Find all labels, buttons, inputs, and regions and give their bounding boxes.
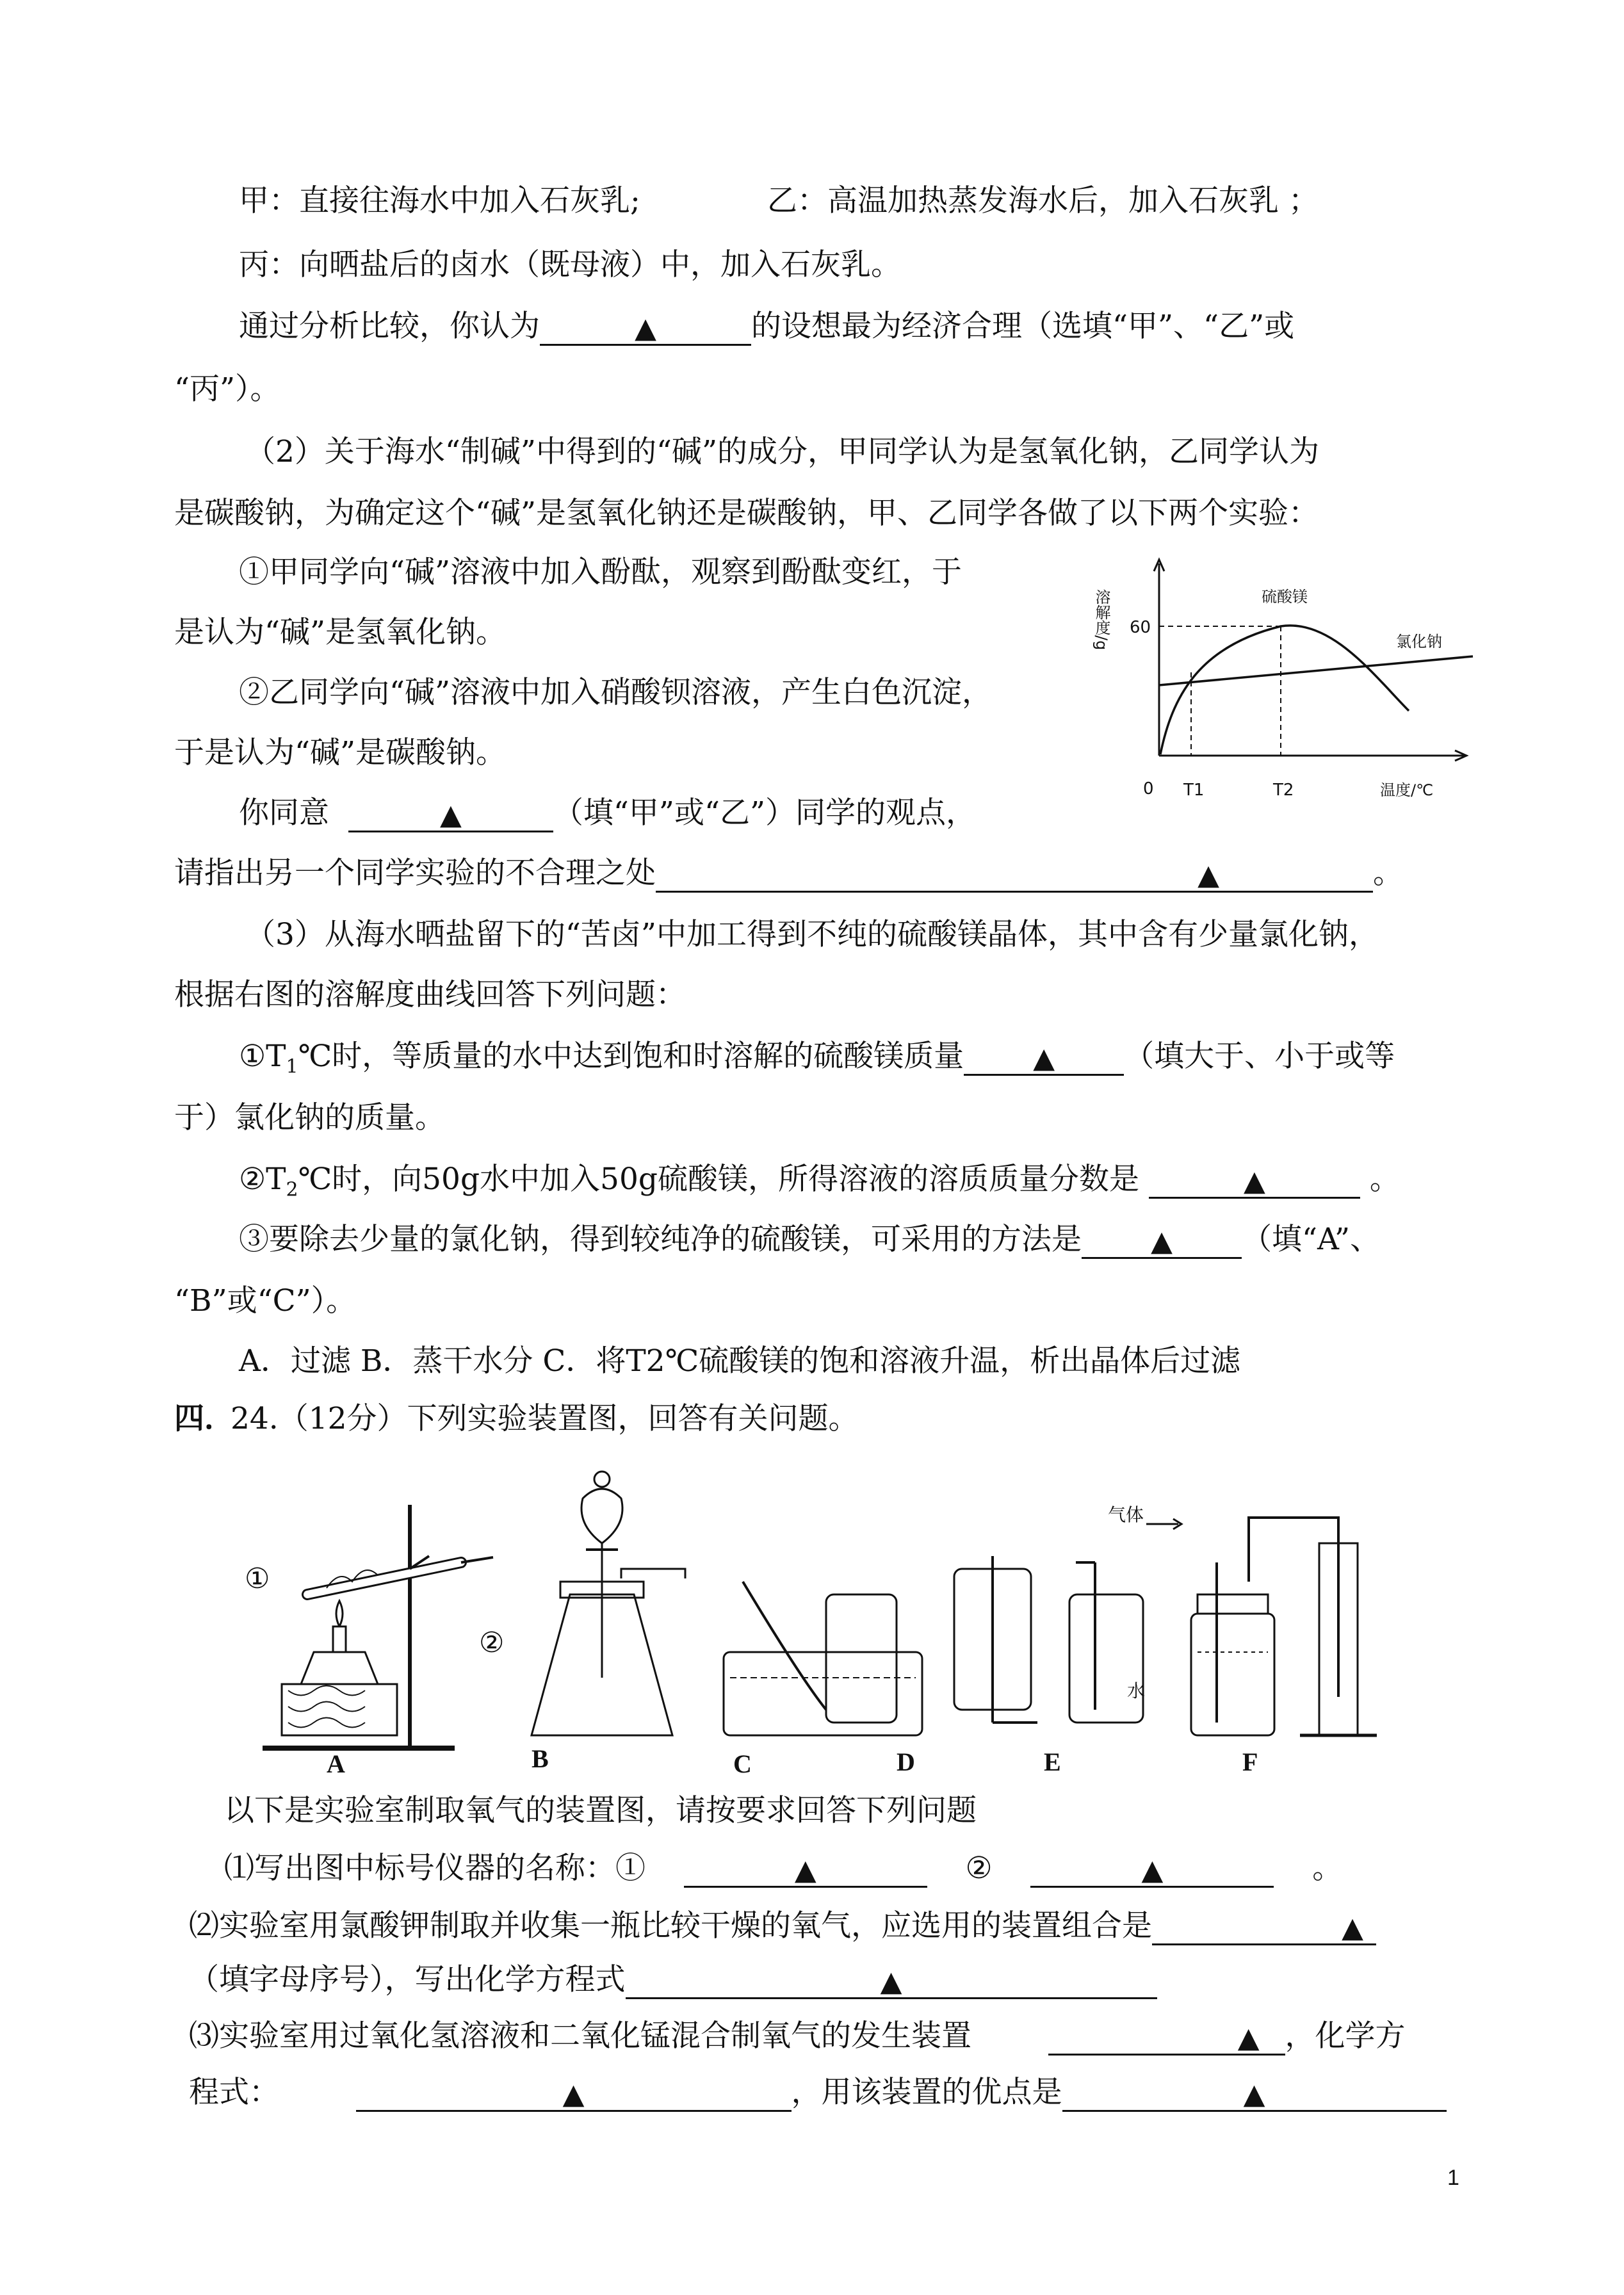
label-f: F	[1242, 1748, 1258, 1774]
marker-1: ①	[245, 1562, 270, 1595]
q24-heading: 24.（12分）下列实验装置图，回答有关问题。	[231, 1401, 859, 1436]
answer-blank[interactable]: ▲	[1048, 2022, 1285, 2056]
label-e: E	[1044, 1748, 1061, 1774]
answer-blank[interactable]: ▲	[626, 1965, 1157, 1999]
q2-line2: 是碳酸钠，为确定这个“碱”是氢氧化钠还是碳酸钠，甲、乙同学各做了以下两个实验：	[174, 496, 1319, 531]
apparatus-figure	[237, 1466, 1377, 1774]
answer-blank[interactable]: ▲	[1082, 1225, 1242, 1259]
answer-blank[interactable]: ▲	[540, 312, 751, 346]
answer-blank[interactable]: ▲	[1030, 1854, 1274, 1888]
separatory-funnel	[581, 1489, 622, 1543]
answer-blank[interactable]: ▲	[1149, 1165, 1360, 1199]
x-tick-t1: T1	[1183, 781, 1205, 800]
flame	[336, 1601, 343, 1626]
agree-line: 你同意 ▲ （填“甲”或“乙”）同学的观点，	[239, 795, 977, 831]
solubility-chart	[1089, 551, 1486, 820]
q24-s3: ⑶实验室用过氧化氢溶液和二氧化锰混合制氧气的发生装置 ▲ ，化学方	[189, 2018, 1406, 2054]
label-b: B	[532, 1744, 549, 1773]
answer-blank[interactable]: ▲	[356, 2078, 792, 2112]
exp1-line1: ①甲同学向“碱”溶液中加入酚酞，观察到酚酞变红，于	[239, 555, 962, 590]
q24-intro: 以下是实验室制取氧气的装置图，请按要求回答下列问题	[224, 1793, 977, 1828]
answer-blank[interactable]: ▲	[1152, 1911, 1376, 1945]
collection-bottle	[826, 1594, 897, 1723]
option-bing: 丙：向晒盐后的卤水（既母液）中，加入石灰乳。	[239, 247, 901, 282]
gas-label: 气体	[1108, 1504, 1144, 1525]
exp2-line1: ②乙同学向“碱”溶液中加入硝酸钡溶液，产生白色沉淀，	[239, 675, 993, 710]
q24-s1: ⑴写出图中标号仪器的名称：① ▲ ② ▲ 。	[224, 1851, 1343, 1886]
x-tick-t2: T2	[1273, 781, 1294, 800]
q24-s2: ⑵实验室用氯酸钾制取并收集一瓶比较干燥的氧气，应选用的装置组合是 ▲	[189, 1907, 1376, 1945]
y-label: 溶解度/g	[1092, 589, 1110, 651]
apparatus-c	[724, 1582, 922, 1735]
water-label: 水	[1127, 1680, 1146, 1701]
series-label-nacl: 氯化钠	[1396, 633, 1442, 651]
q24-s2-line2: （填字母序号），写出化学方程式 ▲	[189, 1961, 1157, 1999]
answer-blank[interactable]: ▲	[1062, 2078, 1447, 2112]
origin-label: 0	[1143, 779, 1154, 799]
answer-blank[interactable]: ▲	[964, 1042, 1124, 1076]
y-tick-60: 60	[1130, 618, 1151, 637]
q1-line: 通过分析比较，你认为 ▲ 的设想最为经济合理（选填“甲”、“乙”或	[239, 309, 1295, 345]
apparatus-f	[1146, 1518, 1377, 1735]
label-d: D	[897, 1748, 915, 1774]
page-number: 1	[1447, 2166, 1459, 2190]
wash-bottle	[1191, 1614, 1274, 1735]
answer-blank[interactable]: ▲	[684, 1854, 927, 1888]
q1-line-cont: “丙”）。	[174, 371, 280, 407]
q3c-cont: “B”或“C”）。	[174, 1283, 357, 1318]
apparatus-a	[263, 1505, 493, 1748]
exp2-line2: 于是认为“碱”是碳酸钠。	[174, 735, 507, 770]
x-label: 温度/℃	[1380, 781, 1434, 799]
q2-line1: （2）关于海水“制碱”中得到的“碱”的成分，甲同学认为是氢氧化钠，乙同学认为	[245, 434, 1320, 469]
series-nacl	[1159, 656, 1473, 685]
q24-number: 四．	[174, 1401, 234, 1436]
label-c: C	[733, 1749, 752, 1774]
unreason-line: 请指出另一个同学实验的不合理之处 ▲ 。	[174, 856, 1403, 891]
marker-2: ②	[479, 1626, 505, 1659]
water-trough	[724, 1652, 922, 1735]
apparatus-d	[954, 1556, 1037, 1723]
guide-tube	[743, 1582, 826, 1710]
label-a: A	[327, 1749, 345, 1774]
q24-s3-line2: 程式： ▲ ，用该装置的优点是 ▲	[189, 2073, 1447, 2112]
q3-line2: 根据右图的溶解度曲线回答下列问题：	[174, 977, 686, 1012]
alcohol-lamp	[301, 1652, 378, 1684]
q3a-line: $①T_1℃$时，等质量的水中达到饱和时溶解的硫酸镁质量 ▲ （填大于、小于或等	[239, 1039, 1395, 1078]
q3-line1: （3）从海水晒盐留下的“苦卤”中加工得到不纯的硫酸镁晶体，其中含有少量氯化钠，	[245, 917, 1379, 952]
answer-blank[interactable]: ▲	[348, 799, 553, 832]
stopper-f	[1198, 1594, 1268, 1614]
apparatus-b	[532, 1472, 685, 1735]
answer-blank[interactable]: ▲	[656, 859, 1373, 893]
q3c-line: ③要除去少量的氯化钠，得到较纯净的硫酸镁，可采用的方法是 ▲ （填“A”、	[239, 1222, 1381, 1258]
q3b-line: $②T_2℃$时，向50g水中加入50g硫酸镁，所得溶液的溶质质量分数是 ▲ 。	[239, 1162, 1400, 1201]
option-jia: 甲：直接往海水中加入石灰乳;	[239, 183, 640, 218]
option-yi: 乙：高温加热蒸发海水后，加入石灰乳 ；	[767, 183, 1319, 218]
series-label-mgso4: 硫酸镁	[1262, 588, 1308, 606]
q3a-cont: 于）氯化钠的质量。	[174, 1100, 445, 1135]
delivery-tube	[621, 1569, 685, 1578]
choices-line: A．过滤 B．蒸干水分 C．将T2℃硫酸镁的饱和溶液升温，析出晶体后过滤	[239, 1343, 1241, 1379]
series-mgso4	[1160, 626, 1409, 754]
bottle-e	[1069, 1594, 1146, 1723]
exp1-line2: 是认为“碱”是氢氧化钠。	[174, 615, 507, 650]
